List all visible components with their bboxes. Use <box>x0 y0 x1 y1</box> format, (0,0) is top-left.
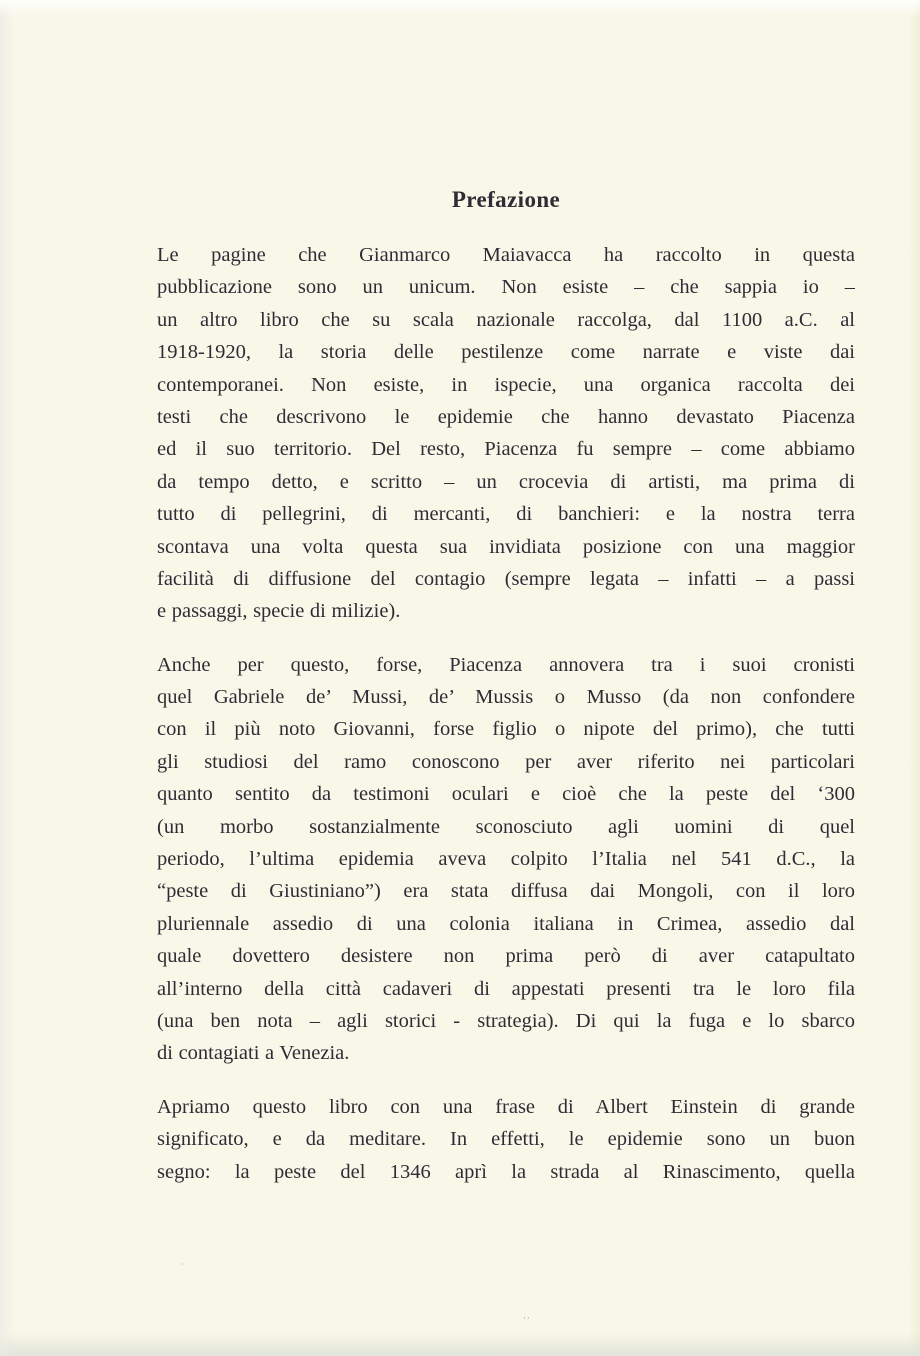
text-line: segno: la peste del 1346 aprì la strada al Rinascimento, quella <box>157 1160 855 1183</box>
text-line: quanto sentito da testimoni oculari e cioè che la peste del ‘300 <box>157 783 855 806</box>
page-title: Prefazione <box>451 187 561 212</box>
text-line: testi che descrivono le epidemie che hanno devastato Piacenza <box>157 405 855 428</box>
text-line: scontava una volta questa sua invidiata posizione con una maggior <box>157 535 855 558</box>
text-line: 1918-1920, la storia delle pestilenze come narrate e viste dai <box>157 341 855 364</box>
text-line: di contagiati a Venezia. <box>157 1042 350 1065</box>
text-line: da tempo detto, e scritto – un crocevia di artisti, ma prima di <box>157 470 855 493</box>
text-line: gli studiosi del ramo conoscono per aver riferito nei particolari <box>157 750 855 773</box>
text-line: periodo, l’ultima epidemia aveva colpito l’Italia nel 541 d.C., la <box>157 848 855 871</box>
text-line: quel Gabriele de’ Mussi, de’ Mussis o Musso (da non confondere <box>157 686 855 709</box>
text-line: un altro libro che su scala nazionale raccolga, dal 1100 a.C. al <box>157 308 855 331</box>
scan-speck: ·· <box>523 1314 531 1324</box>
text-line: significato, e da meditare. In effetti, le epidemie sono un buon <box>157 1128 855 1151</box>
text-line: Le pagine che Gianmarco Maiavacca ha raccolto in questa <box>157 244 855 266</box>
text-block <box>157 185 855 1188</box>
text-line: pubblicazione sono un unicum. Non esiste – che sappia io – <box>157 276 855 299</box>
text-line: con il più noto Giovanni, forse figlio o nipote del primo), che tutti <box>157 718 855 741</box>
text-line: facilità di diffusione del contagio (sempre legata – infatti – a passi <box>157 567 855 590</box>
text-line: all’interno della città cadaveri di appestati presenti tra le loro fila <box>157 977 855 1000</box>
text-line: contemporanei. Non esiste, in ispecie, una organica raccolta dei <box>157 373 855 396</box>
text-line: quale dovettero desistere non prima però di aver catapultato <box>157 945 855 968</box>
text-line: (un morbo sostanzialmente sconosciuto agli uomini di quel <box>157 815 855 838</box>
text-line: Anche per questo, forse, Piacenza annovera tra i suoi cronisti <box>157 653 855 676</box>
text-line: e passaggi, specie di milizie). <box>157 600 401 623</box>
paragraph-1 <box>157 239 855 628</box>
paragraph-2 <box>157 649 855 1070</box>
paragraph-3 <box>157 1091 855 1188</box>
text-line: tutto di pellegrini, di mercanti, di banchieri: e la nostra terra <box>157 503 855 526</box>
text-line: ed il suo territorio. Del resto, Piacenza fu sempre – come abbiamo <box>157 438 855 461</box>
text-line: (una ben nota – agli storici - strategia). Di qui la fuga e lo sbarco <box>157 1009 855 1032</box>
text-line: pluriennale assedio di una colonia italiana in Crimea, assedio dal <box>157 912 855 935</box>
text-line: Apriamo questo libro con una frase di Albert Einstein di grande <box>157 1095 855 1118</box>
scan-speck: · <box>181 1260 184 1270</box>
text-line: “peste di Giustiniano”) era stata diffusa dai Mongoli, con il loro <box>157 880 855 903</box>
